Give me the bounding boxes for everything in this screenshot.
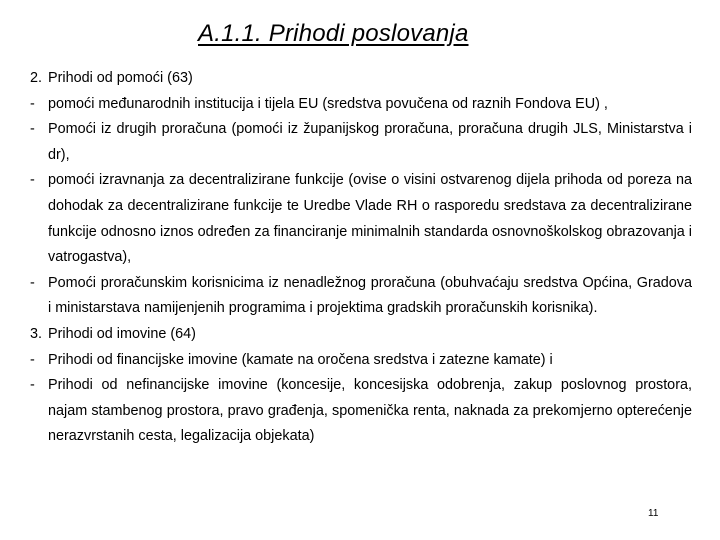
list-item-text: Pomoći iz drugih proračuna (pomoći iz županijskog proračuna, proračuna drugih JLS, Ministarstva i dr), (48, 121, 692, 163)
list-item (30, 373, 692, 450)
section-heading-text: Prihodi od imovine (64) (48, 325, 196, 342)
page-title: A.1.1. Prihodi poslovanja (198, 20, 469, 47)
section-number: 3. (30, 325, 43, 342)
list-item-text: pomoći međunarodnih institucija i tijela EU (sredstva povučena od raznih Fondova EU) , (48, 95, 608, 112)
bullet-dash: - (30, 95, 35, 112)
list-item-text: Prihodi od financijske imovine (kamate na oročena sredstva i zatezne kamate) i (48, 351, 553, 368)
list-item-text: Prihodi od nefinancijske imovine (koncesije, koncesijska odobrenja, zakup poslovnog prostora, najam stambenog prostora, pravo građenja, spomenička renta, naknada za prekomjerno opterećenje nerazvrstanih cesta, legalizacija objekata) (48, 377, 692, 445)
bullet-dash: - (30, 121, 35, 138)
section-heading-text: Prihodi od pomoći (63) (48, 70, 193, 86)
bullet-dash: - (30, 351, 35, 368)
list-item (30, 168, 692, 270)
list-item (30, 271, 692, 322)
section-heading-imovina (30, 322, 692, 348)
section-heading-pomoci (30, 66, 692, 92)
list-item (30, 92, 692, 118)
bullet-dash: - (30, 172, 35, 189)
list-item-text: pomoći izravnanja za decentralizirane funkcije (ovise o visini ostvarenog dijela prihoda od poreza na dohodak za decentralizirane funkcije te Uredbe Vlade RH o rasporedu sredstava za decentralizirane funkcije odnosno iznos određen za financiranje minimalnih standarda osnovnoškolskog obrazovanja i vatrogastva), (48, 172, 692, 266)
section-number: 2. (30, 70, 43, 86)
bullet-dash: - (30, 274, 35, 291)
list-item (30, 117, 692, 168)
list-item-text: Pomoći proračunskim korisnicima iz nenadležnog proračuna (obuhvaćaju sredstva Općina, Gradova i ministarstava namijenjenih programima i projektima gradskih proračunskih korisnika). (48, 274, 692, 317)
page-number: 11 (648, 508, 659, 519)
document-body (30, 66, 692, 450)
list-item (30, 348, 692, 374)
bullet-dash: - (30, 377, 35, 394)
